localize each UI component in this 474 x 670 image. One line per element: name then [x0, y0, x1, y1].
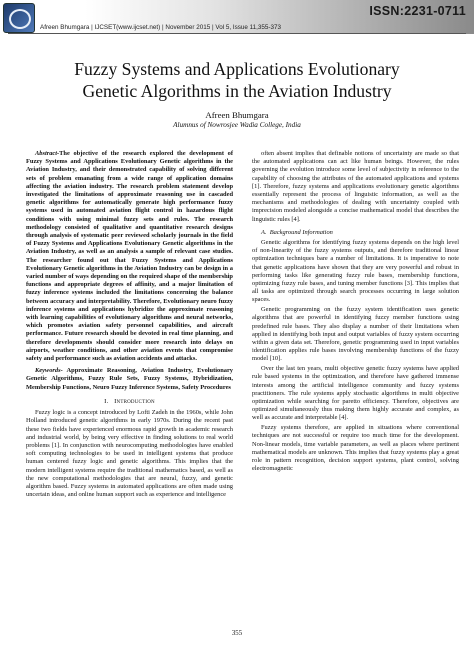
running-head: Afreen Bhumgara | IJCSET(www.ijcset.net) | November 2015 | Vol 5, Issue 11,355-373: [40, 24, 282, 31]
abstract-label: Abstract-: [35, 150, 60, 157]
section-number: I.: [104, 397, 109, 405]
header-rule: [8, 33, 466, 34]
section-heading-introduction: [26, 398, 233, 406]
right-column: [252, 150, 459, 475]
paper-title: [20, 58, 454, 102]
journal-header-band: [0, 0, 474, 34]
subsection-label: A.: [261, 228, 267, 236]
page-number: 355: [231, 630, 243, 637]
abstract-text: The objective of the research explored the development of Fuzzy Systems and Applications Evolutionary Genetic algorithms in the Aviation Industry, and their demonstrated capability of solving different sets of problem emanating from a wide range of application domains affecting the aviation industry. The research problem statement develop investigated the limitations of approximate reasoning use in cascaded genetic algorithms for automatically generate high performance fuzzy systems used in automated aviation flight control in hazardous flight conditions with using minimal fuzzy sets and rules. The research methodology consisted of qualitative and quantitative research designs through analysis of systematic peer reviewed scholarly journals in the field of Fuzzy Systems and Applications Evolutionary Genetic algorithms in the Aviation Industry, as well as an analysis a sample of relevant case studies. The researcher found out that Fuzzy Systems and Applications Evolutionary Genetic algorithms in the Aviation Industry can be design in a varied number of ways depending on the required shape of the membership functions and appropriate degrees of affinity, and a major limitation of fuzzy inference systems included the limitations concerning the balance between accuracy and interpretability. Therefore, Evolutionary neuro fuzzy inference systems and applications hybridize the approximate reasoning with learning capabilities of evolutionary algorithms and neural networks, which promotes aviation safety personnel capabilities, and aircraft performance. Future research should be devoted in real time planning, and therefore developments should consider more research into delays on airports, weather conditions, and other aviation events that compromise safety and performance such as aviation accidents and attacks.: [26, 150, 233, 363]
section-title: Introduction: [114, 397, 155, 405]
subsection-title: Background Information: [269, 228, 333, 236]
body-paragraph-1: often absent implies that definable notions of uncertainty are made so that the automated applications can act like human beings. However, the rules governing the evolution introduce some level of subjectivity in reference to the capability of choosing the attributes of the automated applications and systems [1]. Therefore, fuzzy systems and applications evolutionary genetic algorithms essentially represent the process of linguistic information, as well as the mechanisms and methodologies of dealing with uncertainty coupled with imprecision modeled alongside a concise mathematical model that describes the linguistic rules [4].: [252, 150, 459, 223]
issn-label: ISSN:2231-0711: [369, 4, 466, 18]
keywords-label: Keywords-: [35, 367, 63, 375]
intro-paragraph: Fuzzy logic is a concept introduced by Lofti Zadeh in the 1960s, while John Holland introduced genetic algorithms in early 1970s. During the recent past these two fields have experienced enormous rapid growth in academic research and industrial world, by being very effective in finding solutions to real world problems [1]. In conjunction with neurocomputing methodologies have enabled soft computing technologies to be used in intelligent systems that produce human centered fuzzy logic and genetic algorithms. This implies that the modern intelligent systems require the traditional mathematics based, as well as the new computational methodologies that are neural, fuzzy, and genetic algorithm based. Fuzzy systems in automated applications are often made using uncertain ideas, and online human support such as experience and intelligence: [26, 409, 233, 499]
keywords: [26, 367, 233, 392]
paper-title-line-2: Genetic Algorithms in the Aviation Industry: [82, 81, 392, 101]
body-paragraph-2: Genetic algorithms for identifying fuzzy systems depends on the high level of non-linearity of the fuzzy systems outputs, and therefore traditional linear optimization techniques bare a number of limitations. It is imperative to note that genetic applications have shown that they are very powerful and robust in performing tasks like generating fuzzy rule bases, membership functions, optimizing fuzzy rule bases, and tuning member functions [3]. This implies that all tasks are optimized through search processes occurring in large solution spaces.: [252, 239, 459, 304]
subsection-heading-background: [261, 229, 459, 237]
author-affiliation: Alumnus of Nowrosjee Wadia College, India: [173, 121, 301, 129]
body-paragraph-3: Genetic programming on the fuzzy system identification uses genetic algorithms that are powerful in identifying fuzzy member functions using predefined rule bases. They also display a number of their limitations when applied in identifying both input and output variables of fuzzy system occurring within a given data set. Therefore, genetic programming used in input variables identification applies rule bases involving membership functions of the fuzzy model [10].: [252, 306, 459, 363]
keywords-text: Approximate Reasoning, Aviation Industry, Evolutionary Genetic Algorithms, Fuzzy Rule Sets, Fuzzy Systems, Hybridization, Membership Functions, Neuro Fuzzy Inference Systems, Safety Procedures: [26, 367, 233, 391]
left-column: [26, 150, 233, 501]
body-paragraph-5: Fuzzy systems therefore, are applied in situations where conventional techniques are not successful or require too much time for the development. Non-linear models, time variable parameters, as well as places where pertinent mathematical models are unknown. This implies that fuzzy systems play a great role in pattern recognition, decision support systems, plant control, solving electromagnetic: [252, 424, 459, 473]
body-paragraph-4: Over the last ten years, multi objective genetic fuzzy systems have applied rule based systems in the optimization, and therefore have gathered immense interests among the artificial intelligence community and fuzzy systems practitioners. The rule systems apply stochastic algorithms in multi objective optimization while searching for paretto efficiency. Therefore, objectives are optimized simultaneously thus making them highly accurate and complex, as well as accurate and interpretable [4].: [252, 365, 459, 422]
abstract: [26, 150, 233, 363]
author-name: Afreen Bhumgara: [205, 110, 269, 120]
journal-logo-icon: [3, 3, 35, 33]
paper-title-line-1: Fuzzy Systems and Applications Evolutionary: [74, 59, 400, 79]
